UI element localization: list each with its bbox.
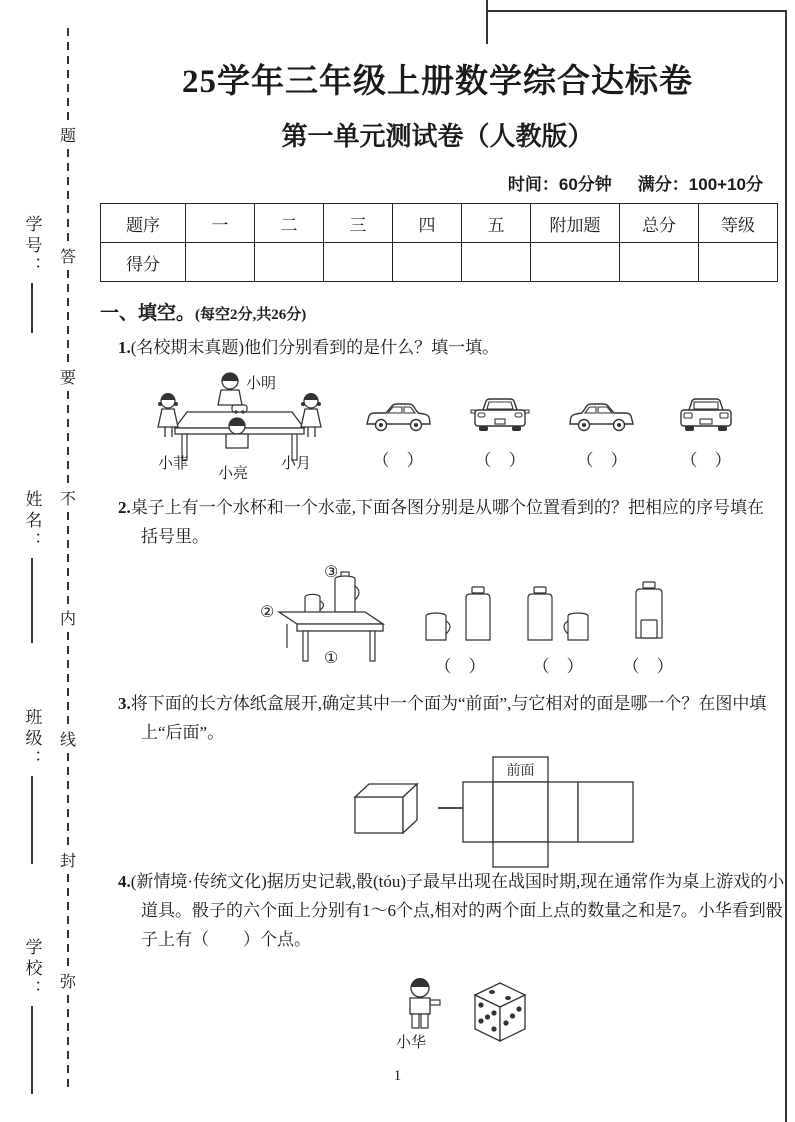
- seal-dash: [67, 512, 69, 609]
- frame-right-border: [785, 10, 787, 1122]
- score-table-cell: 二: [255, 204, 324, 243]
- score-table-cell: 总分: [620, 204, 699, 243]
- class-label: 班级：: [22, 708, 42, 771]
- seal-dash: [67, 632, 69, 729]
- q2-blank-3: （ ）: [622, 657, 674, 676]
- seal-dash: [67, 753, 69, 850]
- exam-time: 时间：60分钟: [507, 175, 612, 194]
- q1-car-side-1: [362, 398, 434, 436]
- question-4-text: [118, 868, 795, 955]
- score-table-cell: 四: [393, 204, 462, 243]
- section-one-heading: [100, 298, 306, 325]
- q1-name-left: 小菲: [158, 456, 189, 472]
- seal-char: 不: [59, 490, 76, 508]
- frame-top-tick: [486, 0, 488, 44]
- school-label: 学校：: [22, 938, 42, 1001]
- seal-char: 封: [59, 853, 76, 871]
- q1-blank-2: （ ）: [474, 451, 526, 470]
- q1-blank-3: （ ）: [576, 451, 628, 470]
- q2-position-label-2: ②: [260, 604, 275, 621]
- score-table-cell: 一: [186, 204, 255, 243]
- seal-char: 内: [59, 611, 76, 629]
- seal-char: 线: [59, 732, 76, 750]
- q1-car-side-2: [566, 398, 638, 436]
- score-table-header-row: [101, 204, 778, 243]
- seal-dash: [67, 28, 69, 125]
- score-cell-empty: [620, 243, 699, 282]
- q3-box-figure: [352, 780, 430, 838]
- frame-top-border: [486, 10, 787, 12]
- name-field: [18, 490, 46, 643]
- q2-view-kettle-cup: [518, 584, 598, 644]
- score-table: [100, 203, 778, 282]
- q3-net-front-label: 前面: [506, 764, 535, 779]
- student-id-line: [31, 283, 32, 333]
- seal-char: 弥: [59, 974, 76, 992]
- q2-view-cup-kettle: [420, 584, 500, 644]
- question-1-tag: (名校期末真题): [130, 338, 245, 357]
- q4-dice-figure: [462, 976, 538, 1046]
- score-table-cell: 等级: [699, 204, 778, 243]
- score-table-cell: 三: [324, 204, 393, 243]
- q2-view-cup-in-front: [614, 580, 684, 644]
- score-cell-empty: [324, 243, 393, 282]
- page-title: 25学年三年级上册数学综合达标卷: [182, 64, 693, 100]
- seal-dash: [67, 270, 69, 367]
- score-table-score-row: [101, 243, 778, 282]
- score-cell-empty: [531, 243, 620, 282]
- score-table-cell: 附加题: [531, 204, 620, 243]
- q2-position-label-3: ③: [324, 564, 339, 581]
- q1-blank-1: （ ）: [372, 451, 424, 470]
- exam-meta: [380, 170, 763, 195]
- question-1-body: 他们分别看到的是什么？填一填。: [244, 338, 500, 357]
- question-3-text: [118, 690, 783, 748]
- q1-name-right: 小月: [281, 456, 312, 472]
- score-table-cell: 五: [462, 204, 531, 243]
- page-number: 1: [393, 1068, 402, 1084]
- q1-name-bottom: 小亮: [218, 466, 249, 482]
- q4-boy-figure: [398, 975, 442, 1031]
- name-line: [31, 558, 32, 643]
- q3-net-figure: [462, 756, 637, 868]
- q2-blank-2: （ ）: [532, 657, 584, 676]
- q1-car-front-2: [676, 394, 736, 434]
- score-cell-empty: [462, 243, 531, 282]
- student-id-label: 学号：: [22, 215, 42, 278]
- section-one-note: (每空2分,共26分): [195, 307, 307, 323]
- question-3-body: 将下面的长方体纸盒展开,确定其中一个面为“前面”,与它相对的面是哪一个？在图中填上“后面”。: [130, 694, 767, 742]
- question-2-body: 桌子上有一个水杯和一个水壶,下面各图分别是从哪个位置看到的？把相应的序号填在括号里。: [130, 498, 764, 546]
- exam-full-score: 满分：100+10分: [637, 175, 763, 194]
- score-table-cell: 题序: [101, 204, 186, 243]
- question-3-number: 3.: [118, 694, 131, 713]
- score-cell-empty: [699, 243, 778, 282]
- q2-position-label-1: ①: [324, 650, 339, 667]
- q1-car-front-1: [470, 394, 530, 434]
- seal-dash: [67, 874, 69, 971]
- question-4-body: 据历史记载,骰(tóu)子最早出现在战国时期,现在通常作为桌上游戏的小道具。骰子的六个面上分别有1～6个点,相对的两个面上点的数量之和是7。小华看到骰子上有（ ）个点。: [141, 872, 785, 949]
- question-4-number: 4.: [118, 872, 131, 891]
- q2-blank-1: （ ）: [434, 657, 486, 676]
- question-2-text: [118, 494, 769, 552]
- q4-boy-label: 小华: [396, 1035, 427, 1051]
- seal-char: 答: [59, 248, 76, 266]
- seal-dash: [67, 149, 69, 246]
- question-1-number: 1.: [118, 338, 131, 357]
- score-cell-empty: [255, 243, 324, 282]
- class-line: [31, 776, 32, 864]
- q1-name-top: 小明: [246, 376, 277, 392]
- q1-blank-4: （ ）: [680, 451, 732, 470]
- question-2-number: 2.: [118, 498, 131, 517]
- question-4-tag: (新情境·传统文化): [130, 872, 267, 891]
- seal-char: 题: [59, 127, 76, 145]
- score-cell-empty: [393, 243, 462, 282]
- page-subtitle: 第一单元测试卷（人教版）: [281, 122, 594, 151]
- score-cell-empty: [186, 243, 255, 282]
- seal-line-strip: [58, 28, 78, 1092]
- question-1-text: [118, 334, 791, 363]
- class-field: [18, 708, 46, 864]
- seal-dash: [67, 391, 69, 488]
- name-label: 姓名：: [22, 490, 42, 553]
- score-row-label: 得分: [101, 243, 186, 282]
- student-id-field: [18, 215, 46, 333]
- section-one-title: 一、填空。: [100, 303, 196, 324]
- seal-char: 要: [59, 369, 76, 387]
